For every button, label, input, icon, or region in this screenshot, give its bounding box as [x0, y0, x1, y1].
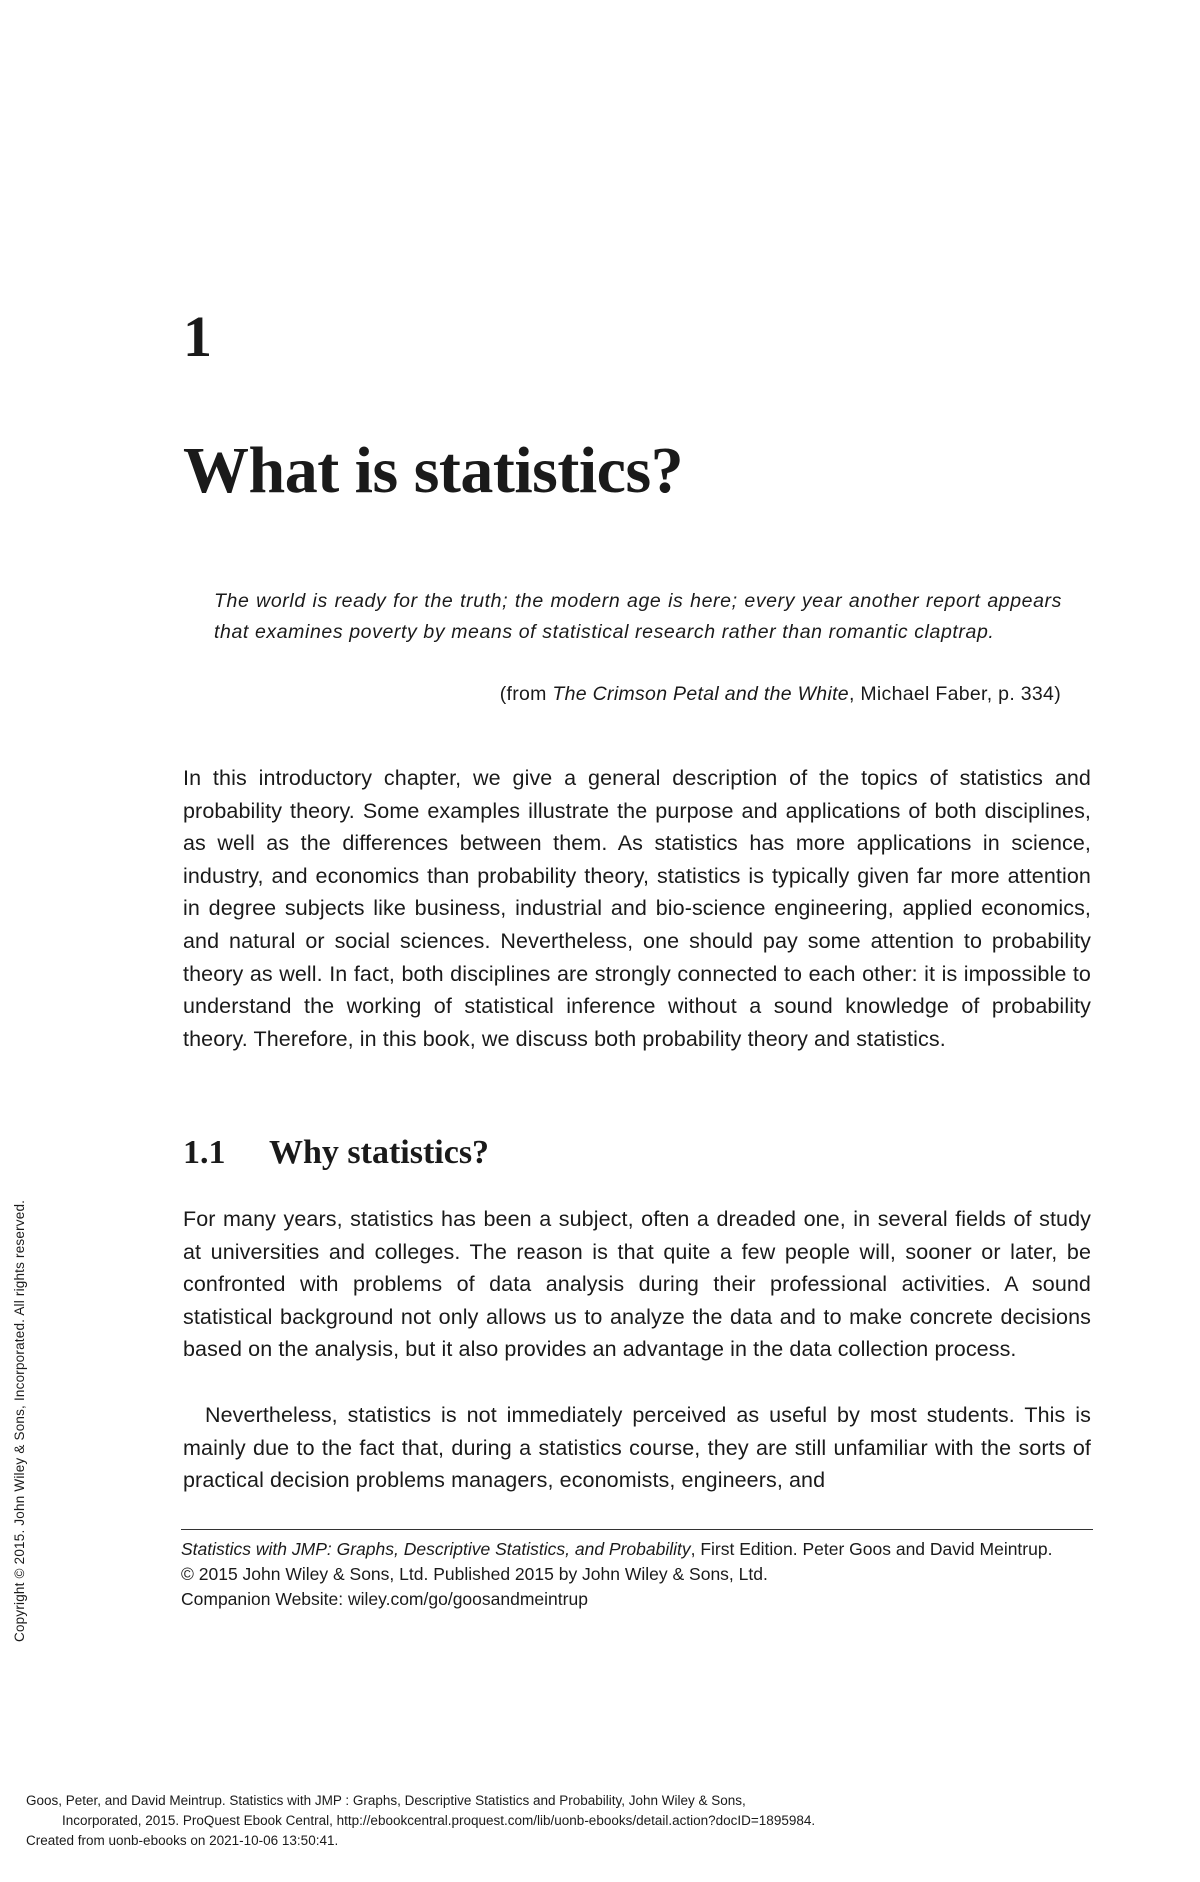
section-paragraph-1: For many years, statistics has been a subject, often a dreaded one, in several fields of study at universities and colleges. The reason is that quite a few people will, sooner or later, be confronted with problems of data analysis during their professional activities. A sound statistical background not only allows us to analyze the data and to make concrete decisions based on the analysis, but it also provides an advantage in the data collection process. — [183, 1207, 1091, 1362]
footnote — [181, 1537, 1093, 1612]
section-heading — [183, 1136, 489, 1170]
epigraph-source-prefix: (from — [499, 683, 553, 705]
footnote-book-line — [181, 1537, 1093, 1562]
section-number: 1.1 — [183, 1134, 226, 1171]
section-paragraph-2: Nevertheless, statistics is not immediately perceived as useful by most students. This is mainly due to the fact that, during a statistics course, they are still unfamiliar with the sorts of practical decision problems managers, economists, engineers, and — [183, 1403, 1091, 1493]
footnote-website: Companion Website: wiley.com/go/goosandmeintrup — [181, 1589, 588, 1609]
epigraph-source — [500, 679, 1061, 710]
intro-paragraph: In this introductory chapter, we give a general description of the topics of statistics and probability theory. Some examples illustrate the purpose and applications of both disciplines, as well as the differences between them. As statistics has more applications in science, industry, and economics than probability theory, statistics is typically given far more attention in degree subjects like business, industrial and bio-science engineering, applied economics, and natural or social sciences. Nevertheless, one should pay some attention to probability theory as well. In fact, both disciplines are strongly connected to each other: it is impossible to understand the working of statistical inference without a sound knowledge of probability theory. Therefore, in this book, we discuss both probability theory and statistics. — [183, 766, 1091, 1051]
epigraph-source-title: The Crimson Petal and the White — [552, 683, 849, 705]
footnote-copyright: © 2015 John Wiley & Sons, Ltd. Published 2015 by John Wiley & Sons, Ltd. — [181, 1564, 768, 1584]
citation-block — [26, 1791, 1186, 1851]
footnote-book-title: Statistics with JMP: Graphs, Descriptive Statistics, and Probability — [181, 1539, 691, 1559]
epigraph-quote: The world is ready for the truth; the modern age is here; every year another report appears that examines poverty by means of statistical research rather than romantic claptrap. — [214, 590, 1062, 643]
chapter-title: What is statistics? — [183, 434, 684, 507]
section-title: Why statistics? — [269, 1134, 490, 1171]
citation-line-3: Created from uonb-ebooks on 2021-10-06 13:50:41. — [26, 1833, 339, 1848]
side-copyright-notice: Copyright © 2015. John Wiley & Sons, Incorporated. All rights reserved. — [12, 1199, 27, 1642]
epigraph-source-suffix: , Michael Faber, p. 334) — [848, 683, 1061, 705]
footnote-edition-authors: , First Edition. Peter Goos and David Meintrup. — [690, 1539, 1053, 1559]
chapter-number: 1 — [183, 304, 212, 369]
footnote-divider — [181, 1529, 1093, 1530]
citation-line-2: Incorporated, 2015. ProQuest Ebook Central, http://ebookcentral.proquest.com/lib/uonb-ebooks/detail.action?docID=1895984. — [62, 1813, 816, 1828]
citation-line-1: Goos, Peter, and David Meintrup. Statistics with JMP : Graphs, Descriptive Statistics and Probability, John Wiley & Sons, — [26, 1793, 746, 1808]
